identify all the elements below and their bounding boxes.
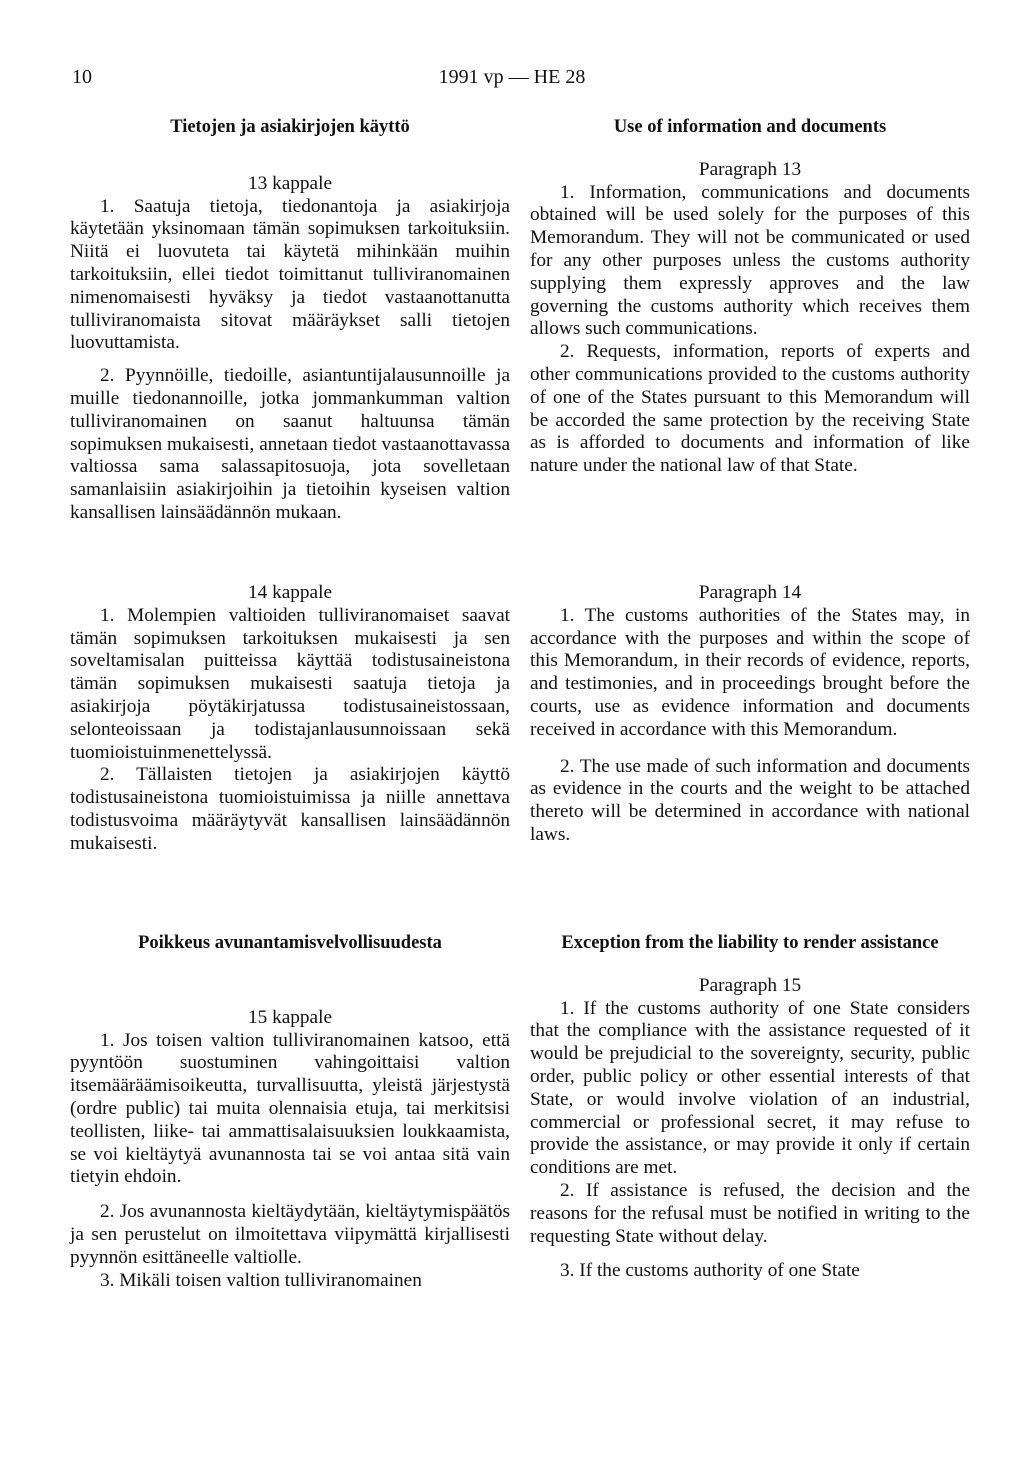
paragraph-item: 1. Jos toisen valtion tulliviranomainen katsoo, että pyyntöön suostuminen vahingoittaisi valtion itsemääräämisoikeutta, turvallisuutta, yleistä järjestystä (ordre public) tai muita olennaisia etuja, tai merkitsisi teollisten, liike- tai ammattisalaisuuksien loukkaamista, se voi kieltäytyä avunannosta tai se voi antaa sitä vain tietyin ehdoin. bbox=[70, 1029, 510, 1188]
paragraph-item: 2. Jos avunannosta kieltäydytään, kieltäytymispäätös ja sen perustelut on ilmoitettava viipymättä kirjallisesti pyynnön esittäneelle valtiolle. bbox=[70, 1201, 510, 1268]
paragraph-title: Paragraph 15 bbox=[698, 974, 802, 996]
section-heading: Poikkeus avunantamisvelvollisuudesta bbox=[138, 933, 442, 953]
paragraph-title: Paragraph 13 bbox=[698, 158, 802, 180]
section-heading: Exception from the liability to render assistance bbox=[561, 933, 939, 953]
section-14-fi bbox=[70, 582, 510, 856]
paragraph-item: 2. If assistance is refused, the decision and the reasons for the refusal must be notified in writing to the requesting State without delay. bbox=[530, 1179, 970, 1247]
paragraph-title: 15 kappale bbox=[247, 1006, 333, 1028]
paragraph-item: 2. Pyynnöille, tiedoille, asiantuntijalausunnoille ja muille tiedonannoille, jotka jommankumman valtion tulliviranomainen on saanut haltuunsa tämän sopimuksen mukaisesti, annetaan tiedot vastaanottavassa valtiossa sama salassapitosuoja, jota sovelletaan samanlaisiin asiakirjoihin ja tietoihin kyseisen valtion kansallisen lainsäädännön mukaan. bbox=[70, 365, 510, 523]
section-13-en bbox=[530, 116, 970, 478]
paragraph-item: 2. Requests, information, reports of experts and other communications provided to the customs authority of one of the States pursuant to this Memorandum will be accorded the same protection by the receiving State as is afforded to documents and information of like nature under the national law of that State. bbox=[530, 341, 970, 477]
paragraph-title: Paragraph 14 bbox=[698, 582, 802, 603]
paragraph-item: 1. The customs authorities of the States may, in accordance with the purposes and within the scope of this Memorandum, in their records of evidence, reports, and testimonies, and in proceedings brought before the courts, use as evidence information and documents received in accordance with this Memorandum. bbox=[530, 604, 970, 740]
paragraph-title: 13 kappale bbox=[247, 172, 333, 194]
section-15-en bbox=[530, 932, 970, 1283]
page-number: 10 bbox=[72, 66, 92, 88]
section-13-fi bbox=[70, 116, 510, 525]
section-14-en bbox=[530, 582, 970, 847]
paragraph-item: 1. If the customs authority of one State considers that the compliance with the assistance requested of it would be prejudicial to the sovereignty, security, public order, public policy or other essential interests of that State, or would involve violation of an industrial, commercial or professional secret, it may refuse to provide the assistance, or may provide it only if certain conditions are met. bbox=[530, 997, 970, 1179]
running-head: 1991 vp — HE 28 bbox=[438, 66, 586, 88]
paragraph-item: 2. Tällaisten tietojen ja asiakirjojen käyttö todistusaineistona tuomioistuimissa ja niille annettava todistusvoima määräytyvät kansallisen lainsäädännön mukaisesti. bbox=[70, 764, 510, 854]
section-15-fi bbox=[70, 932, 510, 1292]
paragraph-item: 2. The use made of such information and documents as evidence in the courts and the weight to be attached thereto will be determined in accordance with national laws. bbox=[530, 755, 970, 845]
paragraph-item: 1. Molempien valtioiden tulliviranomaiset saavat tämän sopimuksen tarkoituksen mukaisesti ja sen soveltamisalan puitteissa käyttää todistusaineistona tämän sopimuksen mukaisesti saatuja tietoja ja asiakirjoja pöytäkirjatussa todistusaineistossaan, selonteoissaan ja todistajanlausunnoissaan sekä tuomioistuinmenettelyssä. bbox=[70, 604, 510, 763]
paragraph-title: 14 kappale bbox=[247, 582, 333, 603]
paragraph-item: 3. Mikäli toisen valtion tulliviranomainen bbox=[100, 1269, 422, 1291]
paragraph-item: 3. If the customs authority of one State bbox=[560, 1260, 860, 1282]
section-heading: Use of information and documents bbox=[613, 117, 887, 137]
paragraph-item: 1. Information, communications and documents obtained will be used solely for the purposes of this Memorandum. They will not be communicated or used for any other purposes unless the customs authority supplying them expressly approves and the law governing the customs authority which receives them allows such communications. bbox=[530, 181, 970, 340]
paragraph-item: 1. Saatuja tietoja, tiedonantoja ja asiakirjoja käytetään yksinomaan tämän sopimuksen tarkoituksiin. Niitä ei luovuteta tai käytetä mihinkään muihin tarkoituksiin, ellei tiedot toimittanut tulliviranomainen nimenomaisesti hyväksy ja tiedot vastaanottanutta tulliviranomaista sitovat määräykset salli tietojen luovuttamista. bbox=[70, 195, 510, 354]
page-header bbox=[0, 66, 1024, 92]
section-heading: Tietojen ja asiakirjojen käyttö bbox=[170, 117, 410, 137]
